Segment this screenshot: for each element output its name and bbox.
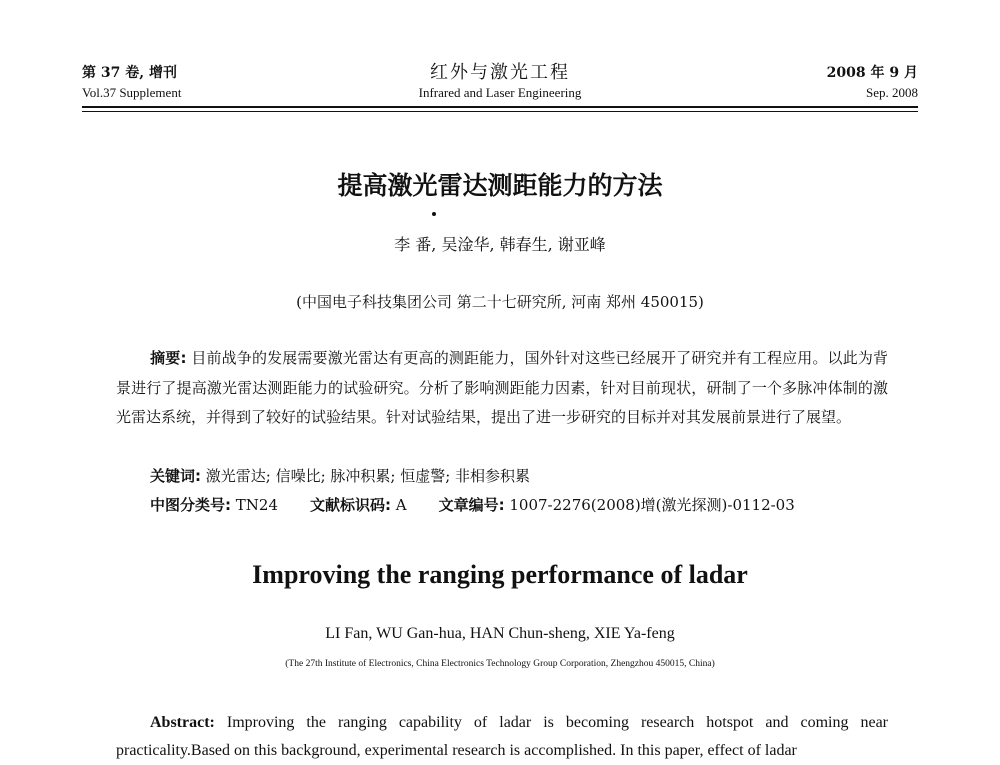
abstract-cn-label: 摘要:	[150, 349, 187, 367]
abstract-en	[116, 709, 888, 765]
keywords-text: 激光雷达; 信噪比; 脉冲积累; 恒虚警; 非相参积累	[201, 467, 531, 485]
volume-cn: 第 37 卷, 增刊	[82, 65, 177, 81]
journal-name-en: Infrared and Laser Engineering	[418, 85, 582, 100]
affiliation-en: (The 27th Institute of Electronics, China Electronics Technology Group Corporation, Zhengzhou 450015, China)	[285, 659, 715, 669]
keywords-label: 关键词:	[150, 467, 201, 485]
issue-date-cn: 2008 年 9 月	[826, 65, 918, 81]
abstract-en-text: Improving the ranging capability of ladar is becoming research hotspot and coming near practicality.Based on this background, experimental research is accomplished. In this paper, effect of ladar	[116, 714, 888, 759]
doc-code-label: 文献标识码:	[310, 496, 391, 514]
authors-cn: 李 番, 吴淦华, 韩春生, 谢亚峰	[394, 235, 606, 254]
header-center	[82, 62, 918, 102]
running-header	[82, 62, 918, 110]
clc-value: TN24	[231, 496, 278, 514]
abstract-cn-text: 目前战争的发展需要激光雷达有更高的测距能力，国外针对这些已经展开了研究并有工程应用。以此为背景进行了提高激光雷达测距能力的试验研究。分析了影响测距能力因素，针对目前现状，研制了一个多脉冲体制的激光雷达系统，并得到了较好的试验结果。针对试验结果，提出了进一步研究的目标并对其发展前景进行了展望。	[116, 349, 889, 426]
header-rule-thick	[82, 106, 918, 108]
paper-title-en: Improving the ranging performance of ladar	[252, 560, 748, 589]
journal-name-cn: 红外与激光工程	[430, 62, 570, 83]
header-rule-thin	[82, 111, 918, 112]
abstract-cn	[116, 344, 888, 433]
header-right	[827, 62, 918, 102]
article-number-label: 文章编号:	[438, 496, 505, 514]
article-number-value: 1007-2276(2008)增(激光探测)-0112-03	[504, 496, 795, 514]
doc-code-value: A	[391, 496, 407, 514]
authors-en: LI Fan, WU Gan-hua, HAN Chun-sheng, XIE Ya-feng	[325, 625, 675, 642]
clc-label: 中图分类号:	[150, 496, 231, 514]
paper-title-cn: 提高激光雷达测距能力的方法	[337, 171, 663, 200]
scan-speck	[432, 212, 436, 216]
issue-date-en: Sep. 2008	[866, 85, 918, 100]
abstract-en-label: Abstract:	[150, 714, 215, 731]
classification-line	[150, 491, 888, 520]
volume-en: Vol.37 Supplement	[82, 85, 182, 100]
keywords-cn	[150, 462, 888, 491]
affiliation-cn: (中国电子科技集团公司 第二十七研究所, 河南 郑州 450015)	[296, 293, 704, 311]
